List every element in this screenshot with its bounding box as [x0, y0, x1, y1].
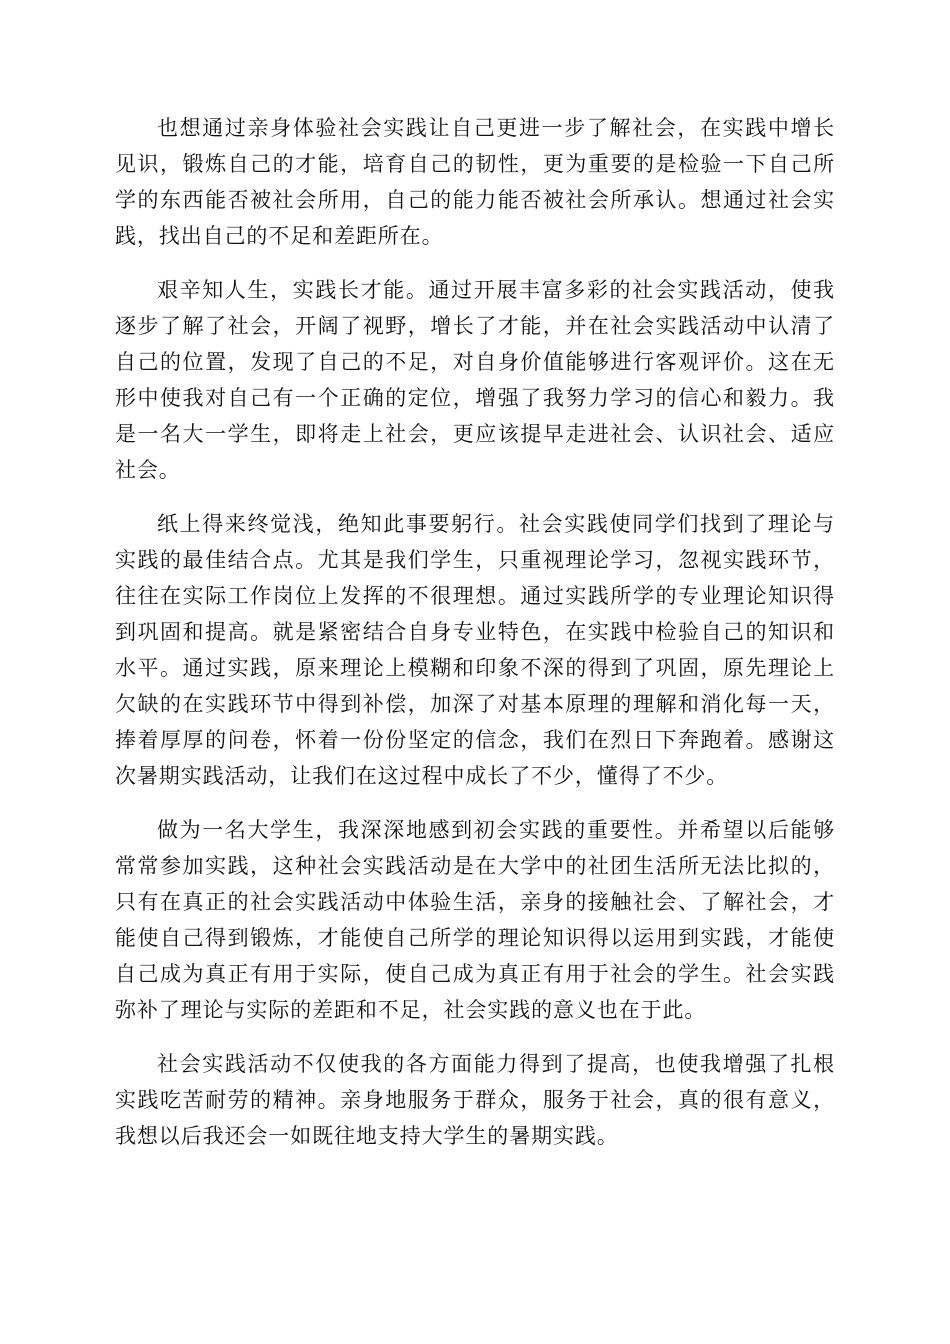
- document-body: [115, 110, 835, 1172]
- paragraph-1: 也想通过亲身体验社会实践让自己更进一步了解社会，在实践中增长见识，锻炼自己的才能，培育自己的韧性，更为重要的是检验一下自己所学的东西能否被社会所用，自己的能力能否被社会所承认。想通过社会实践，找出自己的不足和差距所在。: [115, 116, 835, 248]
- paragraph-3: 纸上得来终觉浅，绝知此事要躬行。社会实践使同学们找到了理论与实践的最佳结合点。尤其是我们学生，只重视理论学习，忽视实践环节，往往在实际工作岗位上发挥的不很理想。通过实践所学的专业理论知识得到巩固和提高。就是紧密结合自身专业特色，在实践中检验自己的知识和水平。通过实践，原来理论上模糊和印象不深的得到了巩固，原先理论上欠缺的在实践环节中得到补偿，加深了对基本原理的理解和消化每一天，捧着厚厚的问卷，怀着一份份坚定的信念，我们在烈日下奔跑着。感谢这次暑期实践活动，让我们在这过程中成长了不少，懂得了不少。: [115, 512, 835, 788]
- paragraph-4: 做为一名大学生，我深深地感到初会实践的重要性。并希望以后能够常常参加实践，这种社会实践活动是在大学中的社团生活所无法比拟的，只有在真正的社会实践活动中体验生活，亲身的接触社会、了解社会，才能使自己得到锻炼，才能使自己所学的理论知识得以运用到实践，才能使自己成为真正有用于实际，使自己成为真正有用于社会的学生。社会实践弥补了理论与实际的差距和不足，社会实践的意义也在于此。: [115, 818, 835, 1022]
- paragraph-2: 艰辛知人生，实践长才能。通过开展丰富多彩的社会实践活动，使我逐步了解了社会，开阔了视野，增长了才能，并在社会实践活动中认清了自己的位置，发现了自己的不足，对自身价值能够进行客观评价。这在无形中使我对自己有一个正确的定位，增强了我努力学习的信心和毅力。我是一名大一学生，即将走上社会，更应该提早走进社会、认识社会、适应社会。: [115, 278, 835, 482]
- paragraph-5: 社会实践活动不仅使我的各方面能力得到了提高，也使我增强了扎根实践吃苦耐劳的精神。亲身地服务于群众，服务于社会，真的很有意义，我想以后我还会一如既往地支持大学生的暑期实践。: [115, 1052, 835, 1148]
